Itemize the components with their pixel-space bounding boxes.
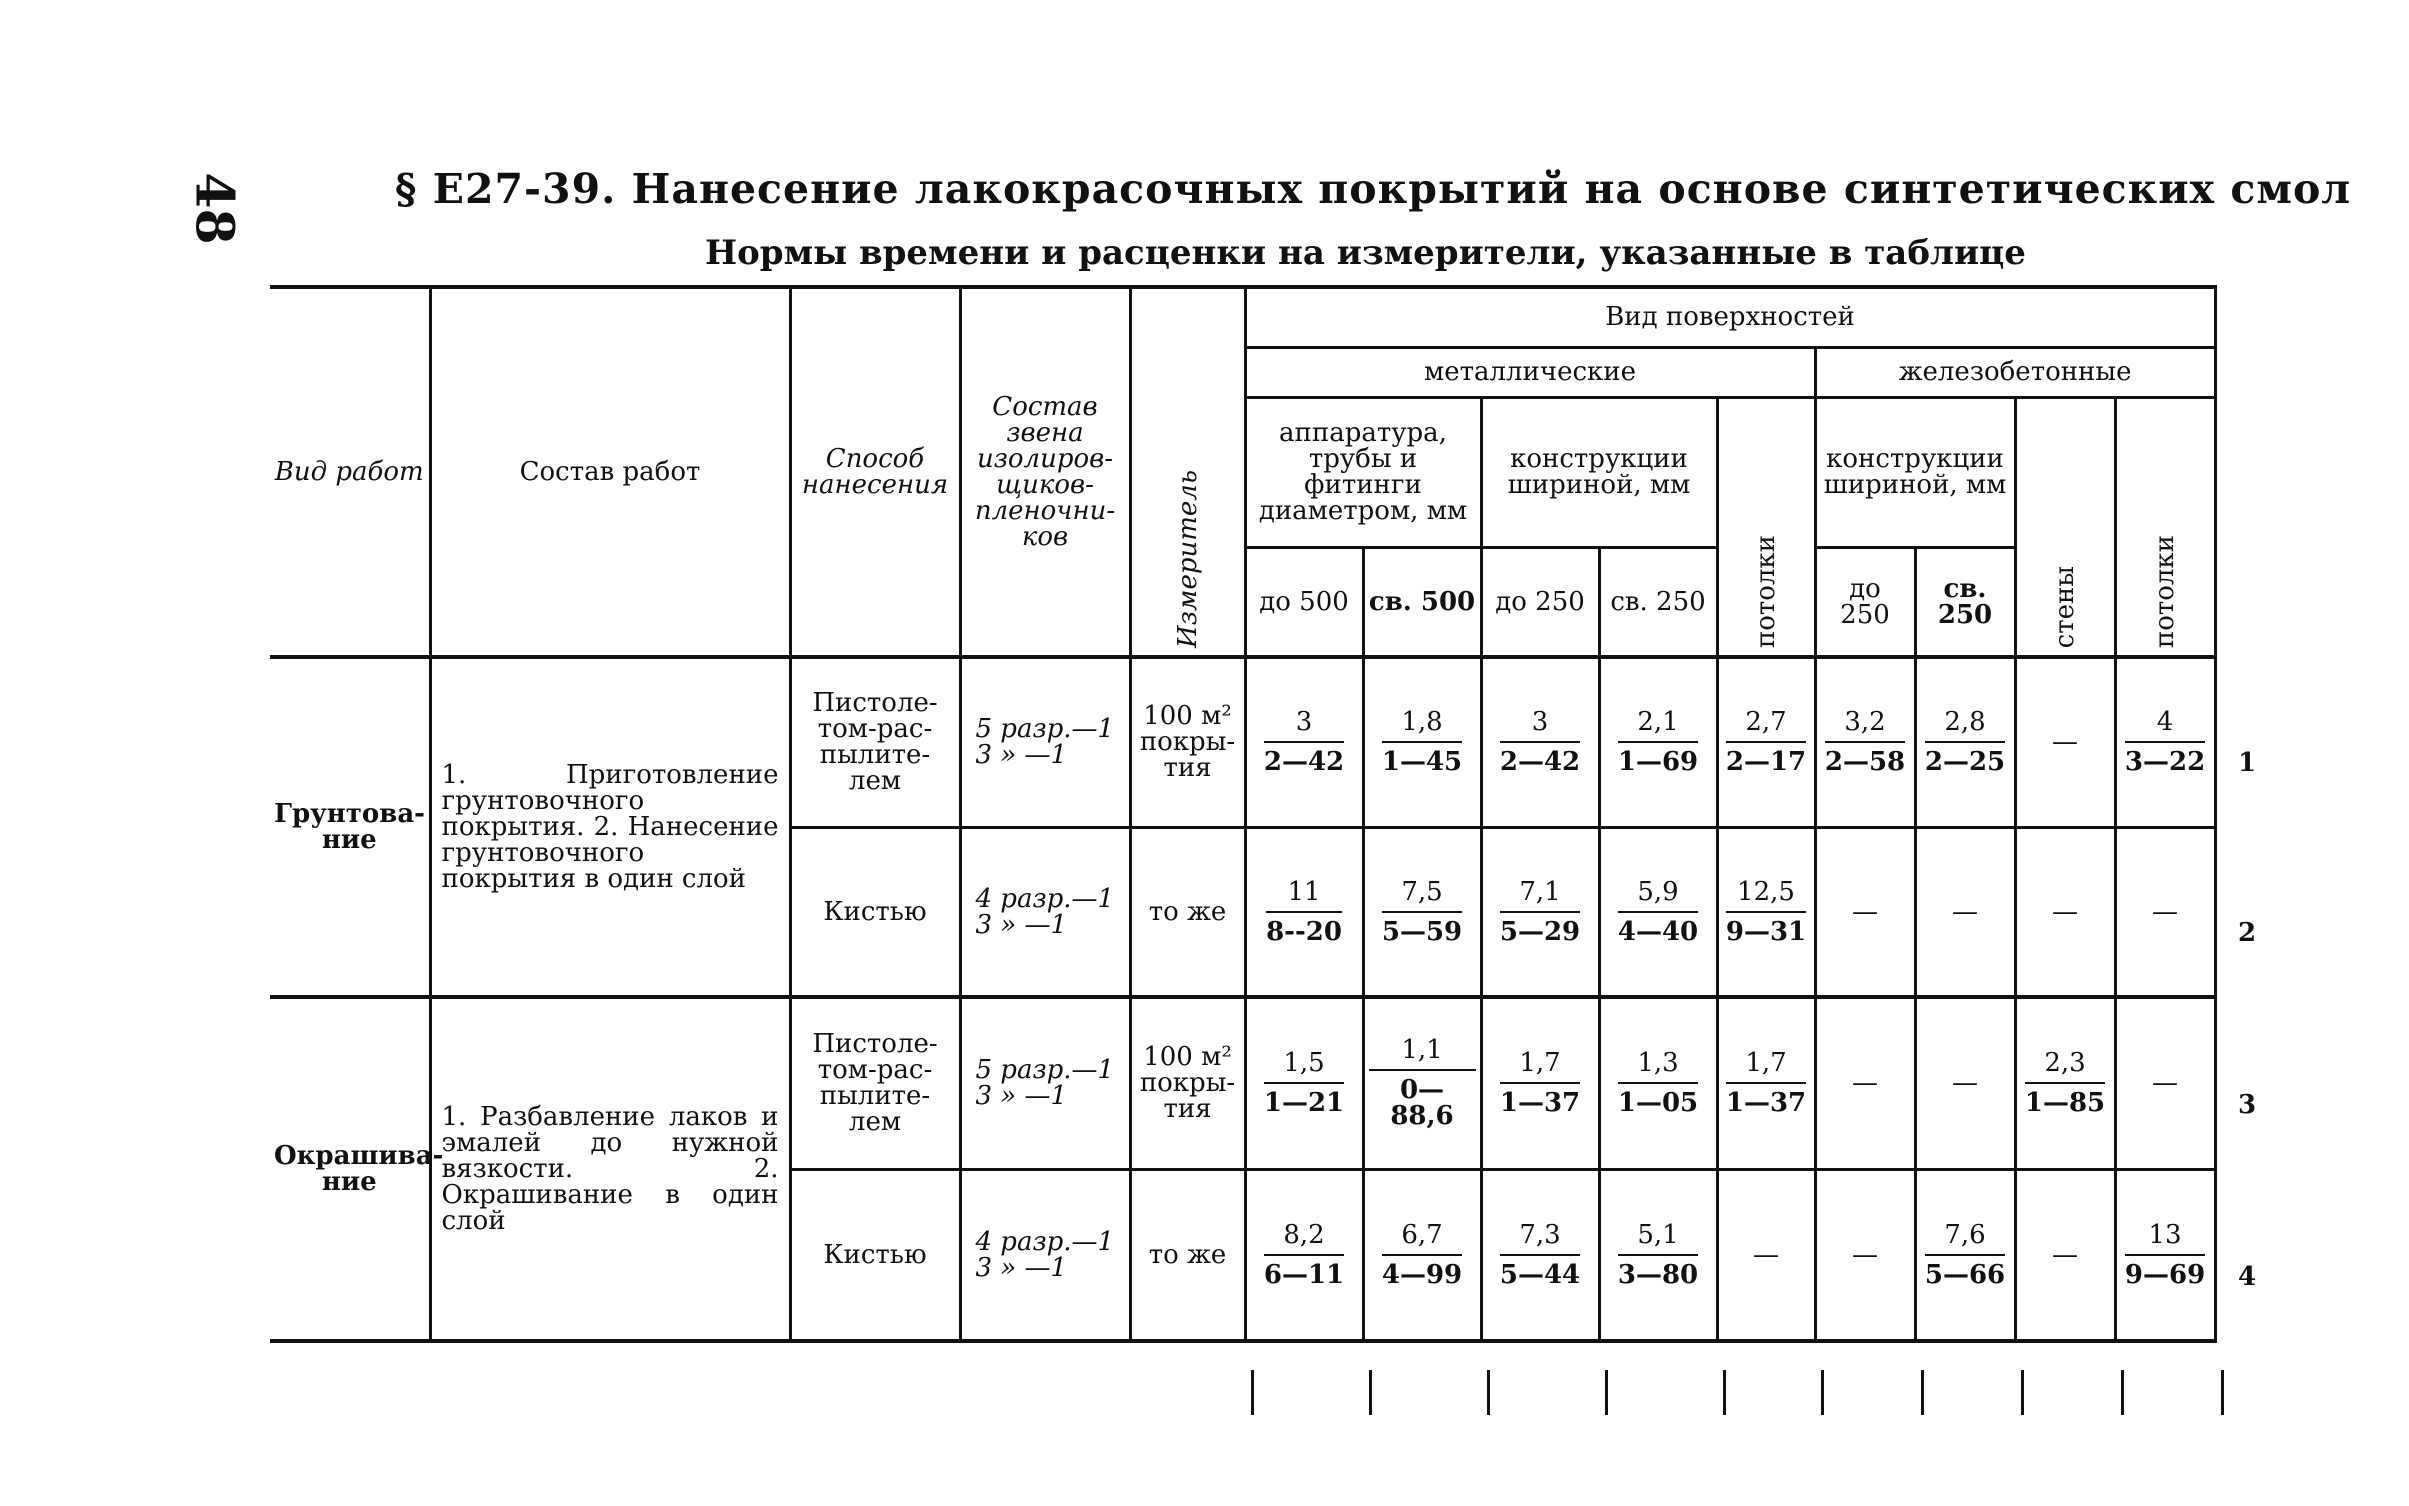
header-konstrukcii-zhb: конструкции шириной, мм <box>1815 397 2015 547</box>
dash-cell: — <box>1915 997 2015 1169</box>
value-cell: $\frac{12,5}{9—31}$ <box>1717 827 1815 997</box>
value-cell: $\frac{7,6}{5—66}$ <box>1915 1169 2015 1341</box>
value-cell: $\frac{1,7}{1—37}$ <box>1481 997 1599 1169</box>
column-stub <box>1369 1370 1372 1415</box>
row-number: 1 <box>2238 748 2257 778</box>
dash-cell: — <box>2115 827 2215 997</box>
header-potolki-metal: потолки <box>1717 397 1815 657</box>
header-vid-poverhnostey: Вид поверхностей <box>1245 287 2215 347</box>
zveno-cell: 5 разр.—1 3 » —1 <box>960 657 1130 827</box>
dash-cell: — <box>2115 997 2215 1169</box>
value-cell: $\frac{13}{9—69}$ <box>2115 1169 2215 1341</box>
header-zhelezobetonnye: железобетонные <box>1815 347 2215 397</box>
value-cell: $\frac{2,8}{2—25}$ <box>1915 657 2015 827</box>
dash-cell: — <box>1815 997 1915 1169</box>
header-potolki-zhb: потолки <box>2115 397 2215 657</box>
rownum-column <box>2215 287 2250 1341</box>
column-stub <box>1921 1370 1924 1415</box>
row-number: 3 <box>2238 1090 2257 1120</box>
dash-cell: — <box>1815 827 1915 997</box>
column-stub <box>1251 1370 1254 1415</box>
header-izmeritel: Измеритель <box>1130 287 1245 657</box>
header-sv500: св. 500 <box>1363 547 1481 657</box>
header-do250-zhb: до 250 <box>1815 547 1915 657</box>
dash-cell: — <box>1915 827 2015 997</box>
zveno-cell: 4 разр.—1 3 » —1 <box>960 827 1130 997</box>
norms-table <box>270 285 2250 1343</box>
header-do500: до 500 <box>1245 547 1363 657</box>
column-stub <box>2121 1370 2124 1415</box>
value-cell: $\frac{1,7}{1—37}$ <box>1717 997 1815 1169</box>
header-vid-rabot: Вид работ <box>270 287 430 657</box>
header-steny: стены <box>2015 397 2115 657</box>
value-cell: $\frac{3,2}{2—58}$ <box>1815 657 1915 827</box>
value-cell: $\frac{3}{2—42}$ <box>1245 657 1363 827</box>
dash-cell: — <box>1815 1169 1915 1341</box>
value-cell: $\frac{6,7}{4—99}$ <box>1363 1169 1481 1341</box>
value-cell: $\frac{1,1}{0—88,6}$ <box>1363 997 1481 1169</box>
header-sostav-zvena: Состав звена изолиров-щиков-пленочни-ков <box>960 287 1130 657</box>
header-metallicheskie: металлические <box>1245 347 1815 397</box>
row-number: 2 <box>2238 918 2257 948</box>
sposob-cell: Кистью <box>790 827 960 997</box>
dash-cell: — <box>2015 657 2115 827</box>
value-cell: $\frac{1,8}{1—45}$ <box>1363 657 1481 827</box>
izmeritel-cell: то же <box>1130 827 1245 997</box>
column-stub <box>1723 1370 1726 1415</box>
header-sv250: св. 250 <box>1599 547 1717 657</box>
column-stub <box>1821 1370 1824 1415</box>
value-cell: $\frac{7,3}{5—44}$ <box>1481 1169 1599 1341</box>
value-cell: $\frac{4}{3—22}$ <box>2115 657 2215 827</box>
value-cell: $\frac{11}{8-‐20}$ <box>1245 827 1363 997</box>
value-cell: $\frac{1,5}{1—21}$ <box>1245 997 1363 1169</box>
izmeritel-cell: 100 м² покры-тия <box>1130 997 1245 1169</box>
header-sostav-rabot: Состав работ <box>430 287 790 657</box>
table-row <box>270 997 2250 1169</box>
column-stub <box>2021 1370 2024 1415</box>
value-cell: $\frac{2,1}{1—69}$ <box>1599 657 1717 827</box>
dash-cell: — <box>2015 1169 2115 1341</box>
sposob-cell: Кистью <box>790 1169 960 1341</box>
column-stub <box>2221 1370 2224 1415</box>
page-number: 48 <box>183 172 245 245</box>
sposob-cell: Пистоле-том-рас-пылите-лем <box>790 657 960 827</box>
izmeritel-cell: 100 м² покры-тия <box>1130 657 1245 827</box>
table-row <box>270 657 2250 827</box>
sostav-rabot-gruntovanie: 1. Приготовление грунтовочного покрытия. 2. Нанесение грунтовочного покрытия в один слой <box>430 657 790 997</box>
value-cell: $\frac{7,1}{5—29}$ <box>1481 827 1599 997</box>
zveno-cell: 5 разр.—1 3 » —1 <box>960 997 1130 1169</box>
dash-cell: — <box>1717 1169 1815 1341</box>
value-cell: $\frac{5,9}{4—40}$ <box>1599 827 1717 997</box>
row-number: 4 <box>2238 1262 2257 1292</box>
zveno-cell: 4 разр.—1 3 » —1 <box>960 1169 1130 1341</box>
sostav-rabot-okrashivanie: 1. Разбавление лаков и эмалей до нужной вязкости. 2. Окрашивание в один слой <box>430 997 790 1341</box>
vid-rabot-okrashivanie: Окрашива-ние <box>270 997 430 1341</box>
sposob-cell: Пистоле-том-рас-пылите-лем <box>790 997 960 1169</box>
header-sv250-zhb: св. 250 <box>1915 547 2015 657</box>
value-cell: $\frac{7,5}{5—59}$ <box>1363 827 1481 997</box>
header-do250: до 250 <box>1481 547 1599 657</box>
header-konstrukcii-metal: конструкции шириной, мм <box>1481 397 1717 547</box>
table-subtitle: Нормы времени и расценки на измерители, указанные в таблице <box>705 233 2026 273</box>
value-cell: $\frac{2,3}{1—85}$ <box>2015 997 2115 1169</box>
value-cell: $\frac{3}{2—42}$ <box>1481 657 1599 827</box>
column-stub <box>1605 1370 1608 1415</box>
izmeritel-cell: то же <box>1130 1169 1245 1341</box>
header-sposob: Способ нанесения <box>790 287 960 657</box>
value-cell: $\frac{8,2}{6—11}$ <box>1245 1169 1363 1341</box>
value-cell: $\frac{1,3}{1—05}$ <box>1599 997 1717 1169</box>
column-stub <box>1487 1370 1490 1415</box>
vid-rabot-gruntovanie: Грунтова-ние <box>270 657 430 997</box>
header-apparatura: аппаратура, трубы и фитинги диаметром, мм <box>1245 397 1481 547</box>
section-title: § Е27-39. Нанесение лакокрасочных покрытий на основе синтетических смол <box>395 165 2352 213</box>
dash-cell: — <box>2015 827 2115 997</box>
value-cell: $\frac{5,1}{3—80}$ <box>1599 1169 1717 1341</box>
value-cell: $\frac{2,7}{2—17}$ <box>1717 657 1815 827</box>
